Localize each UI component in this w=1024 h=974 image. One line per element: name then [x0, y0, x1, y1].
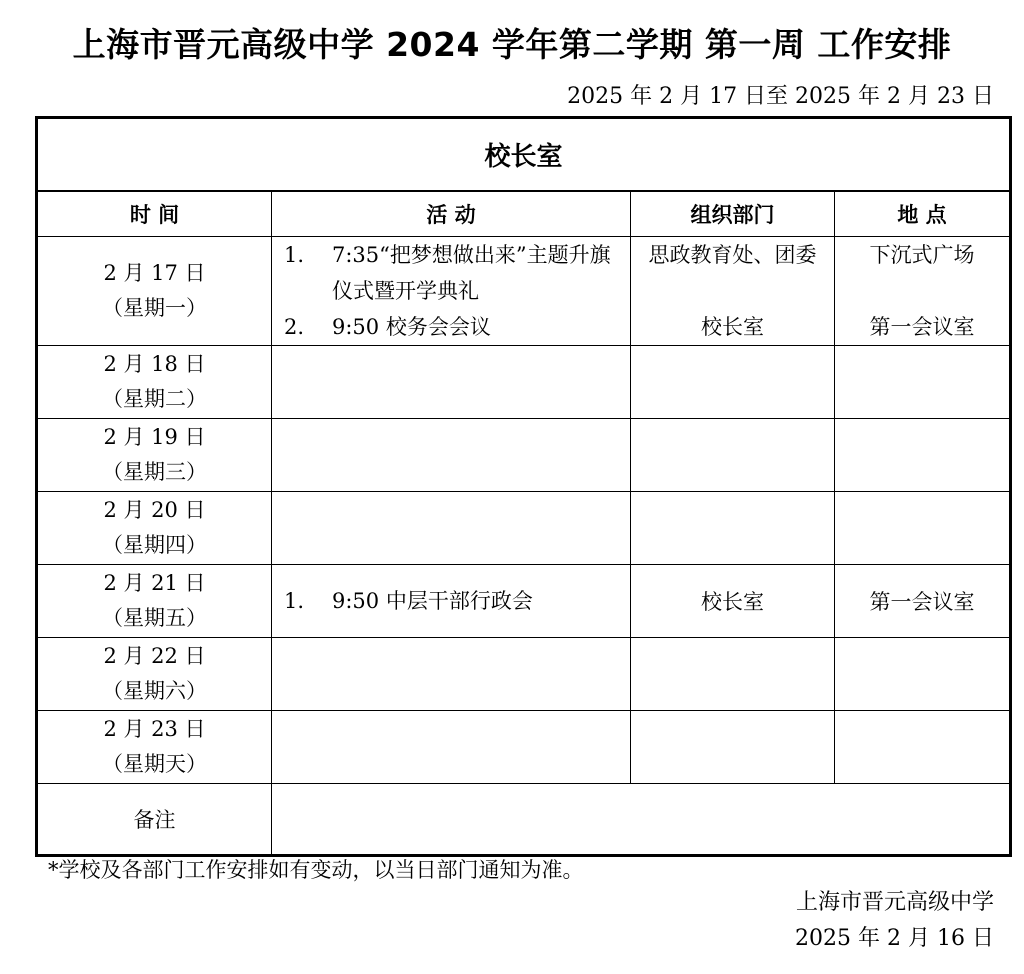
date-text: 2 月 22 日: [103, 644, 206, 668]
schedule-table: [35, 116, 1012, 857]
location-cell: [835, 492, 1011, 565]
weekday-text: （星期四）: [102, 533, 207, 557]
location-cell: [835, 237, 1011, 346]
table-row: [37, 565, 1011, 638]
column-header-activity: 活 动: [272, 191, 631, 237]
date-text: 2 月 18 日: [103, 352, 206, 376]
location-cell: [835, 711, 1011, 784]
department-cell: [631, 346, 835, 419]
remarks-row: [37, 784, 1011, 856]
column-header-time: 时 间: [37, 191, 272, 237]
activity-cell: [272, 565, 631, 638]
activity-item: [284, 237, 630, 309]
date-cell: [37, 638, 272, 711]
activity-cell: [272, 638, 631, 711]
weekday-text: （星期天）: [102, 752, 207, 776]
activity-item: [284, 583, 630, 619]
date-text: 2 月 20 日: [103, 498, 206, 522]
activity-text: 9:50 中层干部行政会: [332, 589, 533, 613]
activity-cell: [272, 492, 631, 565]
activity-text: 7:35“把梦想做出来”主题升旗仪式暨开学典礼: [332, 243, 611, 303]
remarks-content: [272, 784, 1011, 856]
location-text: 下沉式广场: [869, 243, 975, 267]
department-text: 思政教育处、团委: [648, 243, 817, 267]
spacer: [631, 273, 834, 309]
department-cell: [631, 419, 835, 492]
department-cell: [631, 237, 835, 346]
column-header-location: 地 点: [835, 191, 1011, 237]
activity-cell: [272, 419, 631, 492]
date-cell: [37, 492, 272, 565]
department-text: 校长室: [701, 590, 764, 614]
date-text: 2 月 17 日: [103, 261, 206, 285]
signer: 上海市晋元高级中学: [795, 890, 994, 915]
location-cell: [835, 346, 1011, 419]
table-row: [37, 638, 1011, 711]
table-row: [37, 346, 1011, 419]
activity-number: 1.: [284, 243, 305, 267]
activity-cell: [272, 711, 631, 784]
location-text: 第一会议室: [869, 590, 975, 614]
department-cell: [631, 711, 835, 784]
date-text: 2 月 23 日: [103, 717, 206, 741]
department-text: 校长室: [701, 315, 764, 339]
office-heading: 校长室: [37, 118, 1011, 192]
department-cell: [631, 565, 835, 638]
table-row: [37, 419, 1011, 492]
location-cell: [835, 419, 1011, 492]
spacer: [835, 273, 1009, 309]
activity-item: [284, 309, 630, 345]
weekday-text: （星期五）: [102, 606, 207, 630]
activity-number: 1.: [284, 589, 305, 613]
date-text: 2 月 21 日: [103, 571, 206, 595]
location-cell: [835, 638, 1011, 711]
date-cell: [37, 565, 272, 638]
department-cell: [631, 638, 835, 711]
location-text: 第一会议室: [869, 315, 975, 339]
date-cell: [37, 346, 272, 419]
date-cell: [37, 711, 272, 784]
date-text: 2 月 19 日: [103, 425, 206, 449]
department-cell: [631, 492, 835, 565]
page-title: 上海市晋元高级中学 2024 学年第二学期 第一周 工作安排: [72, 25, 952, 64]
weekday-text: （星期二）: [102, 387, 207, 411]
table-row: [37, 492, 1011, 565]
sign-date: 2025 年 2 月 16 日: [795, 926, 994, 951]
date-cell: [37, 419, 272, 492]
date-cell: [37, 237, 272, 346]
activity-text: 9:50 校务会会议: [332, 315, 491, 339]
activity-number: 2.: [284, 315, 305, 339]
column-header-department: 组织部门: [631, 191, 835, 237]
table-row: [37, 711, 1011, 784]
remarks-label: 备注: [37, 784, 272, 856]
weekday-text: （星期三）: [102, 460, 207, 484]
activity-cell: [272, 346, 631, 419]
activity-cell: [272, 237, 631, 346]
footnote: *学校及各部门工作安排如有变动，以当日部门通知为准。: [48, 858, 584, 882]
location-cell: [835, 565, 1011, 638]
date-range: 2025 年 2 月 17 日至 2025 年 2 月 23 日: [567, 84, 994, 109]
weekday-text: （星期六）: [102, 679, 207, 703]
table-row: [37, 237, 1011, 346]
weekday-text: （星期一）: [102, 296, 207, 320]
